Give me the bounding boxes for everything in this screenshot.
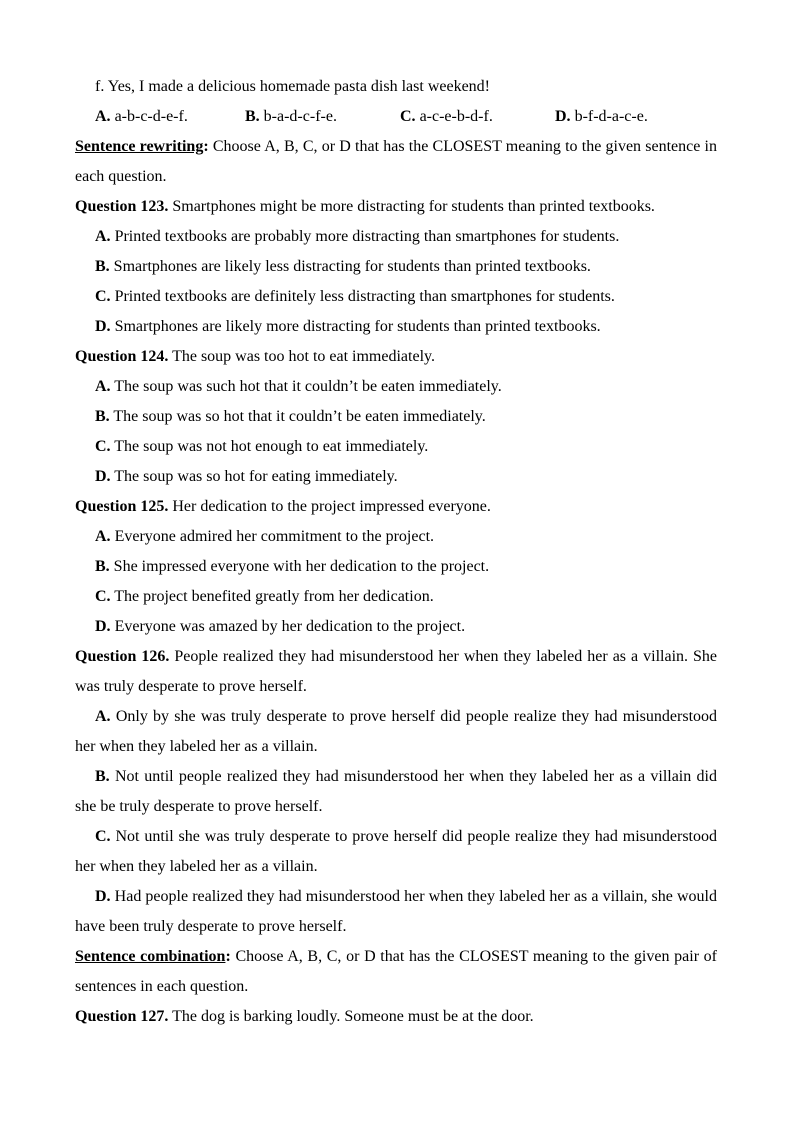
question-125-stem-text: Her dedication to the project impressed everyone. <box>172 498 491 515</box>
question-125-option-a <box>75 522 717 552</box>
question-123-number: Question 123. <box>75 198 169 215</box>
question-125-option-b <box>75 552 717 582</box>
answer-choices-row <box>75 102 717 132</box>
question-124-option-a-text: The soup was such hot that it couldn’t be eaten immediately. <box>114 378 502 395</box>
dialogue-option-f-label: f. <box>95 78 105 95</box>
question-123-stem-text: Smartphones might be more distracting for students than printed textbooks. <box>172 198 655 215</box>
question-124-option-c-text: The soup was not hot enough to eat immediately. <box>114 438 429 455</box>
question-125-option-a-label: A. <box>95 528 111 545</box>
question-123-option-a-label: A. <box>95 228 111 245</box>
question-123 <box>75 192 717 342</box>
question-124-option-b-label: B. <box>95 408 110 425</box>
section-sentence-rewriting-heading: Sentence rewriting <box>75 138 204 155</box>
question-124-option-b-text: The soup was so hot that it couldn’t be eaten immediately. <box>113 408 486 425</box>
question-126-stem <box>75 642 717 702</box>
question-124-option-b <box>75 402 717 432</box>
answer-choice-a <box>95 102 245 132</box>
answer-choice-a-text: a-b-c-d-e-f. <box>114 108 188 125</box>
question-123-option-d-text: Smartphones are likely more distracting for students than printed textbooks. <box>114 318 601 335</box>
question-125-option-c-label: C. <box>95 588 111 605</box>
answer-choice-b <box>245 102 400 132</box>
answer-choice-c-text: a-c-e-b-d-f. <box>419 108 493 125</box>
question-126-number: Question 126. <box>75 648 170 665</box>
dialogue-option-f <box>75 72 717 102</box>
section-sentence-combination-colon: : <box>225 948 231 965</box>
question-126-option-b-text: Not until people realized they had misunderstood her when they labeled her as a villain did she be truly desperate to prove herself. <box>75 768 718 815</box>
question-125-option-c-text: The project benefited greatly from her dedication. <box>114 588 434 605</box>
question-123-option-c-label: C. <box>95 288 111 305</box>
question-126-option-c <box>75 822 717 882</box>
question-125-option-d <box>75 612 717 642</box>
question-123-option-b-text: Smartphones are likely less distracting for students than printed textbooks. <box>113 258 591 275</box>
answer-choice-d-text: b-f-d-a-c-e. <box>574 108 648 125</box>
question-124-stem-text: The soup was too hot to eat immediately. <box>172 348 435 365</box>
question-127-number: Question 127. <box>75 1008 169 1025</box>
question-126-option-d-text: Had people realized they had misunderstood her when they labeled her as a villain, she would have been truly desperate to prove herself. <box>75 888 717 935</box>
question-125 <box>75 492 717 642</box>
question-127 <box>75 1002 717 1032</box>
question-123-option-c <box>75 282 717 312</box>
question-125-option-c <box>75 582 717 612</box>
question-124-option-d-text: The soup was so hot for eating immediately. <box>114 468 398 485</box>
answer-choice-d-label: D. <box>555 108 571 125</box>
question-123-stem <box>75 192 717 222</box>
question-124-option-c <box>75 432 717 462</box>
section-sentence-combination <box>75 942 717 1002</box>
answer-choice-c <box>400 102 555 132</box>
answer-choice-a-label: A. <box>95 108 111 125</box>
question-125-stem <box>75 492 717 522</box>
answer-choice-b-label: B. <box>245 108 260 125</box>
question-126-option-a-text: Only by she was truly desperate to prove herself did people realize they had misunderstood her when they labeled her as a villain. <box>75 708 718 755</box>
question-127-stem-text: The dog is barking loudly. Someone must be at the door. <box>172 1008 534 1025</box>
question-123-option-a <box>75 222 717 252</box>
question-126-option-a-label: A. <box>95 708 111 725</box>
question-125-option-d-label: D. <box>95 618 111 635</box>
answer-choice-b-text: b-a-d-c-f-e. <box>263 108 337 125</box>
question-124-option-a-label: A. <box>95 378 111 395</box>
document-page <box>75 72 717 1032</box>
question-125-number: Question 125. <box>75 498 169 515</box>
question-126-stem-text: People realized they had misunderstood her when they labeled her as a villain. She was truly desperate to prove herself. <box>75 648 718 695</box>
question-126 <box>75 642 717 942</box>
section-sentence-combination-heading: Sentence combination <box>75 948 226 965</box>
question-123-option-a-text: Printed textbooks are probably more distracting than smartphones for students. <box>114 228 620 245</box>
section-sentence-rewriting <box>75 132 717 192</box>
dialogue-option-f-text: Yes, I made a delicious homemade pasta dish last weekend! <box>107 78 491 95</box>
question-125-option-b-label: B. <box>95 558 110 575</box>
question-124-number: Question 124. <box>75 348 169 365</box>
answer-choice-c-label: C. <box>400 108 416 125</box>
question-125-option-d-text: Everyone was amazed by her dedication to the project. <box>114 618 466 635</box>
question-123-option-d-label: D. <box>95 318 111 335</box>
section-sentence-rewriting-instructions: Choose A, B, C, or D that has the CLOSEST meaning to the given sentence in each question. <box>75 138 717 185</box>
question-124-stem <box>75 342 717 372</box>
section-sentence-combination-instructions: Choose A, B, C, or D that has the CLOSEST meaning to the given pair of sentences in each question. <box>75 948 718 995</box>
question-123-option-b-label: B. <box>95 258 110 275</box>
question-124-option-d-label: D. <box>95 468 111 485</box>
question-126-option-b <box>75 762 717 822</box>
question-126-option-c-label: C. <box>95 828 111 845</box>
question-123-option-d <box>75 312 717 342</box>
question-126-option-d <box>75 882 717 942</box>
question-125-option-b-text: She impressed everyone with her dedication to the project. <box>113 558 490 575</box>
question-127-stem <box>75 1002 717 1032</box>
question-123-option-b <box>75 252 717 282</box>
question-124-option-c-label: C. <box>95 438 111 455</box>
question-125-option-a-text: Everyone admired her commitment to the project. <box>114 528 435 545</box>
question-123-option-c-text: Printed textbooks are definitely less distracting than smartphones for students. <box>114 288 615 305</box>
question-124 <box>75 342 717 492</box>
section-sentence-rewriting-colon: : <box>203 138 209 155</box>
question-126-option-d-label: D. <box>95 888 111 905</box>
question-124-option-a <box>75 372 717 402</box>
answer-choice-d <box>555 102 717 132</box>
question-126-option-b-label: B. <box>95 768 110 785</box>
question-126-option-c-text: Not until she was truly desperate to prove herself did people realize they had misunderstood her when they labeled her as a villain. <box>75 828 717 875</box>
question-124-option-d <box>75 462 717 492</box>
question-126-option-a <box>75 702 717 762</box>
